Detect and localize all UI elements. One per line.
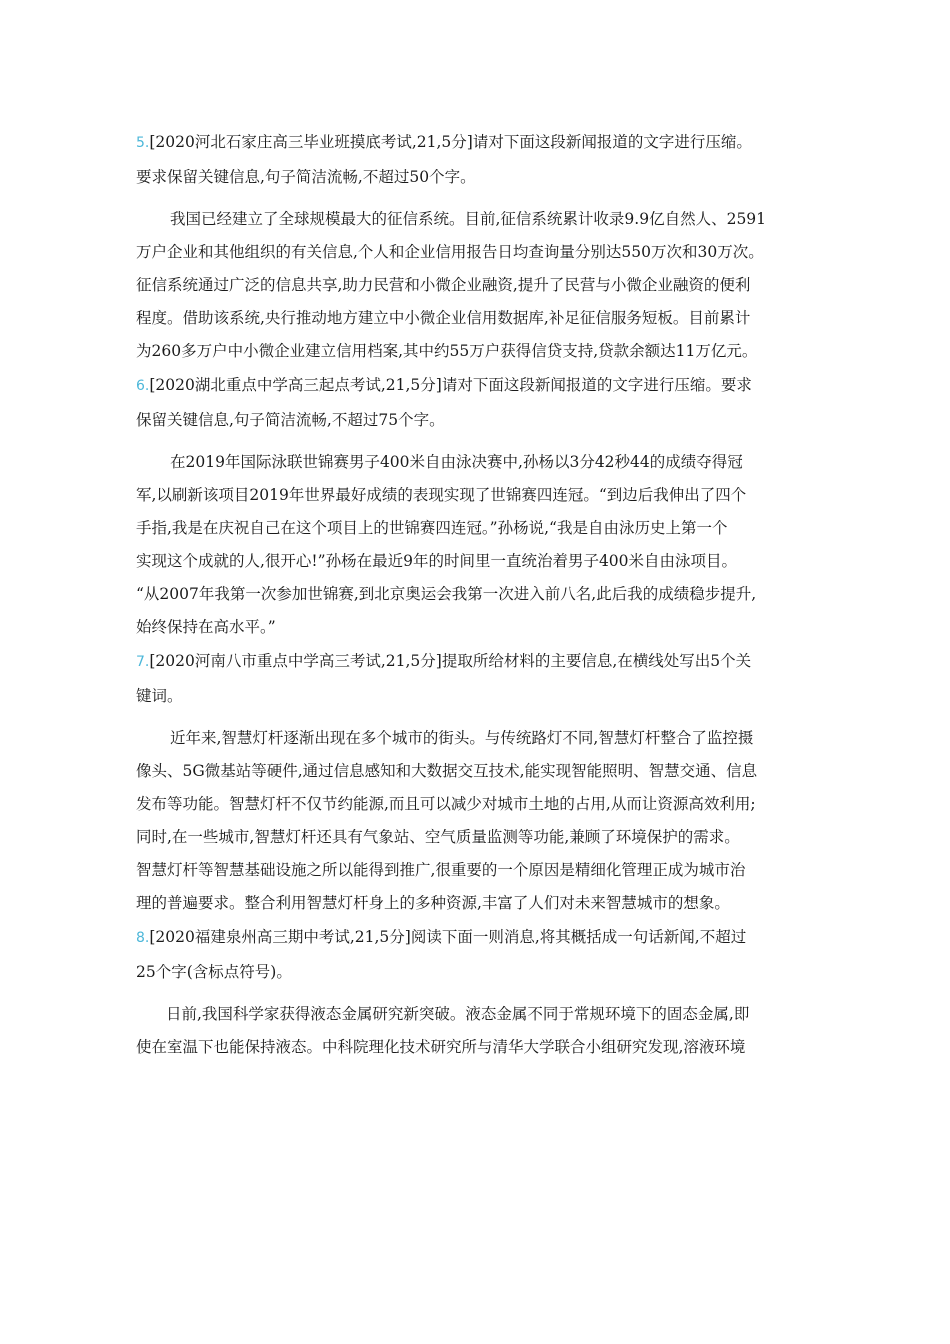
passage-7 (136, 722, 822, 920)
passage-line: 发布等功能。智慧灯杆不仅节约能源,而且可以减少对城市土地的占用,从而让资源高效利用; (136, 795, 756, 813)
passage-line: 程度。借助该系统,央行推动地方建立中小微企业信用数据库,补足征信服务短板。目前累计 (136, 309, 751, 327)
passage-line: 像头、5G微基站等硬件,通过信息感知和大数据交互技术,能实现智能照明、智慧交通、信息 (136, 762, 758, 780)
passage-line: 为260多万户中小微企业建立信用档案,其中约55万户获得信贷支持,贷款余额达11万亿元。 (136, 342, 758, 360)
passage-line: “从2007年我第一次参加世锦赛,到北京奥运会我第一次进入前八名,此后我的成绩稳步提升, (136, 585, 757, 603)
passage-line: 智慧灯杆等智慧基础设施之所以能得到推广,很重要的一个原因是精细化管理正成为城市治 (136, 861, 746, 879)
passage-line: 手指,我是在庆祝自己在这个项目上的世锦赛四连冠。”孙杨说,“我是自由泳历史上第一个 (136, 519, 728, 537)
passage-line: 实现这个成就的人,很开心!”孙杨在最近9年的时间里一直统治着男子400米自由泳项目。 (136, 552, 738, 570)
question-number: 8. (136, 930, 150, 946)
question-5 (136, 125, 822, 195)
passage-6 (136, 446, 822, 644)
document-page (136, 121, 822, 1064)
question-prompt-line: 6.[2020湖北重点中学高三起点考试,21,5分]请对下面这段新闻报道的文字进行压缩。要求 (136, 376, 752, 394)
question-8 (136, 920, 822, 990)
passage-8 (136, 998, 822, 1064)
passage-line: 理的普遍要求。整合利用智慧灯杆身上的多种资源,丰富了人们对未来智慧城市的想象。 (136, 894, 730, 912)
question-prompt-line: 保留关键信息,句子简洁流畅,不超过75个字。 (136, 411, 445, 429)
question-6 (136, 368, 822, 438)
question-number: 6. (136, 378, 150, 394)
passage-line: 我国已经建立了全球规模最大的征信系统。目前,征信系统累计收录9.9亿自然人、2591 (170, 210, 767, 228)
question-prompt-line: 5.[2020河北石家庄高三毕业班摸底考试,21,5分]请对下面这段新闻报道的文字进行压缩。 (136, 133, 752, 151)
question-number: 7. (136, 654, 150, 670)
passage-line: 始终保持在高水平。” (136, 618, 276, 636)
question-prompt-line: 7.[2020河南八市重点中学高三考试,21,5分]提取所给材料的主要信息,在横线处写出5个关 (136, 652, 752, 670)
passage-5 (136, 203, 822, 368)
passage-line: 同时,在一些城市,智慧灯杆还具有气象站、空气质量监测等功能,兼顾了环境保护的需求。 (136, 828, 740, 846)
question-prompt-line: 25个字(含标点符号)。 (136, 963, 292, 981)
question-prompt-line: 要求保留关键信息,句子简洁流畅,不超过50个字。 (136, 168, 476, 186)
question-prompt-line: 8.[2020福建泉州高三期中考试,21,5分]阅读下面一则消息,将其概括成一句话新闻,不超过 (136, 928, 747, 946)
passage-line: 军,以刷新该项目2019年世界最好成绩的表现实现了世锦赛四连冠。“到边后我伸出了四个 (136, 486, 747, 504)
passage-line: 万户企业和其他组织的有关信息,个人和企业信用报告日均查询量分别达550万次和30万次。 (136, 243, 764, 261)
question-number: 5. (136, 135, 150, 151)
passage-line: 日前,我国科学家获得液态金属研究新突破。液态金属不同于常规环境下的固态金属,即 (166, 1005, 750, 1023)
passage-line: 近年来,智慧灯杆逐渐出现在多个城市的街头。与传统路灯不同,智慧灯杆整合了监控摄 (170, 729, 754, 747)
passage-line: 使在室温下也能保持液态。中科院理化技术研究所与清华大学联合小组研究发现,溶液环境 (136, 1038, 746, 1056)
question-7 (136, 644, 822, 714)
passage-line: 征信系统通过广泛的信息共享,助力民营和小微企业融资,提升了民营与小微企业融资的便利 (136, 276, 751, 294)
passage-line: 在2019年国际泳联世锦赛男子400米自由泳决赛中,孙杨以3分42秒44的成绩夺得冠 (170, 453, 743, 471)
question-prompt-line: 键词。 (136, 687, 183, 705)
